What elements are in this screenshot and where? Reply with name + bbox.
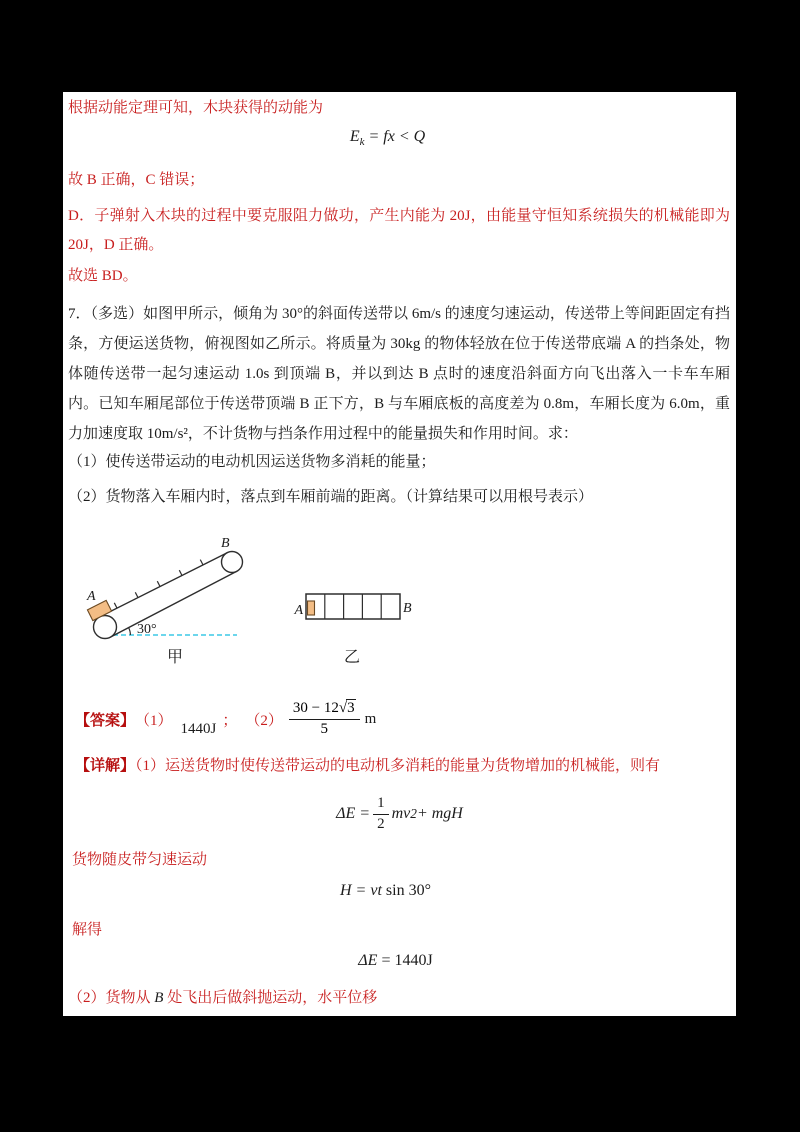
- belt-upper-edge: [100, 553, 227, 617]
- question-7-part2: （2）货物落入车厢内时，落点到车厢前端的距离。（计算结果可以用根号表示）: [68, 489, 594, 505]
- solution-line-kinetic: 根据动能定理可知，木块获得的动能为: [68, 100, 324, 116]
- point-b-label-top: B: [403, 601, 412, 616]
- formula-delta-e-result: ΔE = 1440J: [358, 952, 433, 969]
- variable-b: B: [154, 990, 164, 1006]
- formula-h: H = vt sin 30°: [340, 882, 431, 899]
- answer-part1-value: 1440J: [180, 720, 217, 737]
- point-a-label-side: A: [87, 589, 96, 604]
- answer-part2-marker: （2）: [245, 712, 283, 729]
- belt-lower-edge: [110, 571, 237, 637]
- detail-label: 【详解】: [75, 758, 136, 774]
- solution-line-choose: 故选 BD。: [68, 268, 138, 284]
- sqrt-symbol: √: [338, 700, 347, 717]
- answer-part1-marker: （1）: [135, 712, 173, 729]
- point-a-label-top: A: [294, 603, 303, 618]
- detail-line-1: 【详解】（1）运送货物时使传送带运动的电动机多消耗的能量为货物增加的机械能，则有: [75, 758, 661, 774]
- document-page: [63, 92, 736, 1016]
- angle-label: 30°: [137, 622, 157, 637]
- top-roller: [222, 552, 243, 573]
- answer-line: [75, 696, 376, 742]
- point-b-label-side: B: [221, 536, 230, 551]
- truck-bed-outline: [306, 594, 400, 619]
- formula-delta-e: ΔE = $\frac{1}{2}$ mv 2 + mgH: [336, 795, 463, 832]
- answer-label: 【答案】: [75, 712, 136, 729]
- figure-yi-label: 乙: [343, 649, 361, 666]
- figure-jia-label: 甲: [166, 649, 184, 666]
- figure-conveyor-and-truck: [63, 522, 736, 672]
- question-7-part1: （1）使传送带运动的电动机因运送货物多消耗的能量；: [68, 454, 436, 470]
- angle-arc: [129, 628, 131, 635]
- detail-line-3: 解得: [72, 922, 103, 938]
- solution-line-d: D．子弹射入木块的过程中要克服阻力做功，产生内能为 20J，由能量守恒知系统损失的机械能即为 20J，D 正确。: [68, 208, 730, 253]
- solution-line-bc: 故 B 正确，C 错误；: [68, 172, 205, 188]
- cargo-block-top: [308, 601, 315, 615]
- answer-part2-fraction: $\frac{30 - 12√3}{5}$: [289, 700, 360, 738]
- detail-line-4: （2）货物从 B 处飞出后做斜抛运动，水平位移: [68, 990, 378, 1006]
- answer-part2-unit: m: [364, 710, 377, 727]
- question-7-text: 7．（多选）如图甲所示，倾角为 30°的斜面传送带以 6m/s 的速度匀速运动，传送带上等间距固定有挡条，方便运送货物，俯视图如乙所示。将质量为 30kg 的物体轻放在位于传送带底端 A 的挡条处，物体随传送带一起匀速运动 1.0s 到顶端 B，并以到达 B 点时的速度沿斜面方向飞出落入一卡车车厢内。已知车厢尾部位于传送带顶端 B 正下方，B 与车厢底板的高度差为 0.8m，车厢长度为 6.0m，重力加速度取 10m/s²，不计货物与挡条作用过程中的能量损失和作用时间。求：: [68, 306, 730, 442]
- formula-ek: $E_k$ = fx < Q: [349, 128, 426, 149]
- answer-separator: ；: [222, 712, 238, 729]
- belt-baffles: [114, 560, 203, 609]
- detail-line-2: 货物随皮带匀速运动: [72, 852, 208, 868]
